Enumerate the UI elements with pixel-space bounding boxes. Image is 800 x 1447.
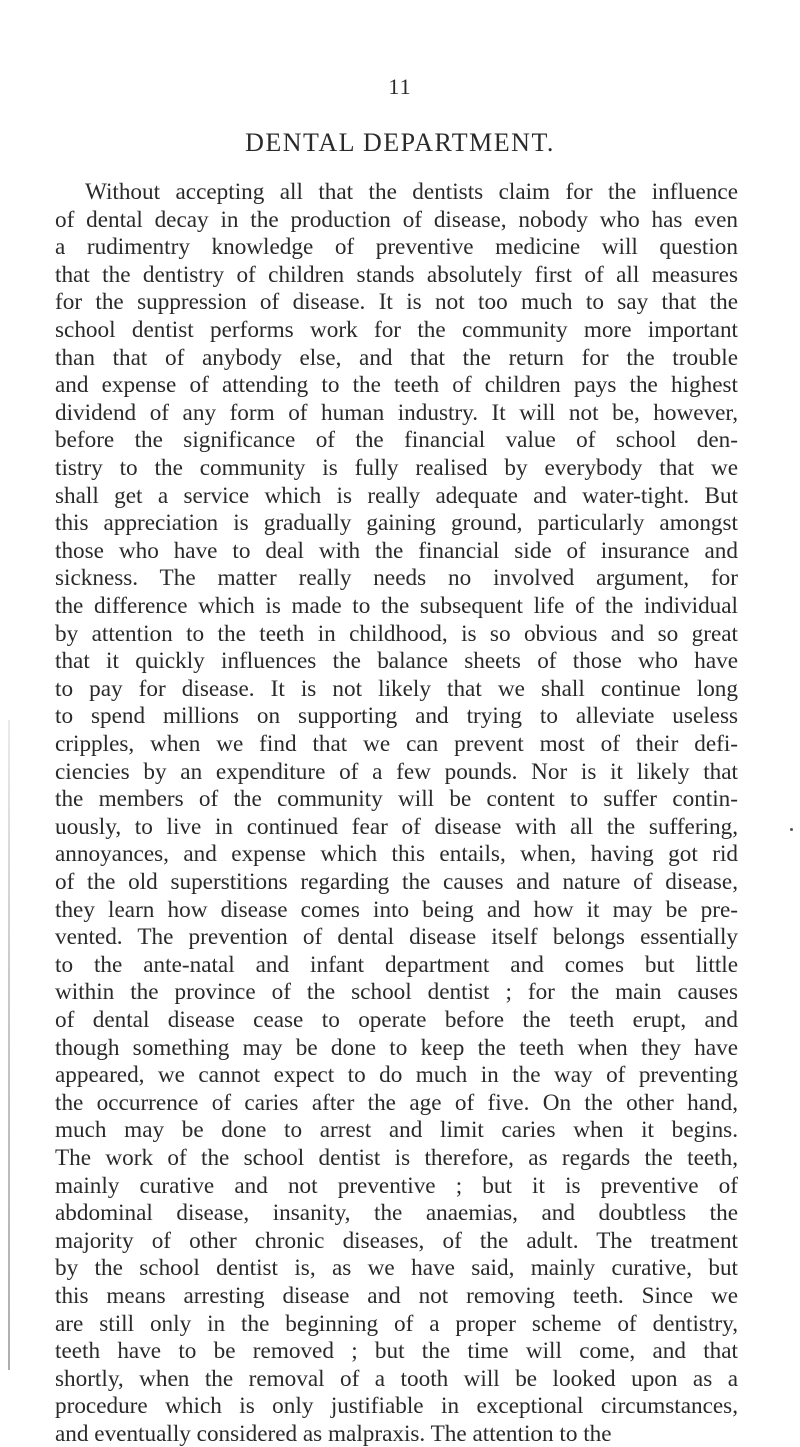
text-line: the occurrence of caries after the age of five. On the other hand, — [55, 1089, 738, 1116]
text-line: the members of the community will be content to suffer contin- — [55, 786, 738, 813]
text-line: much may be done to arrest and limit caries when it begins. — [55, 1117, 738, 1144]
text-line: than that of anybody else, and that the return for the trouble — [55, 344, 738, 371]
text-line: shortly, when the removal of a tooth will be looked upon as a — [55, 1365, 738, 1392]
text-line: uously, to live in continued fear of disease with all the suffering, — [55, 813, 738, 840]
text-line: a rudimentry knowledge of preventive medicine will question — [55, 234, 738, 261]
text-line: teeth have to be removed ; but the time will come, and that — [55, 1338, 738, 1365]
text-line: school dentist performs work for the community more important — [55, 317, 738, 343]
text-line: dividend of any form of human industry. It will not be, however, — [55, 399, 738, 426]
text-line: before the significance of the financial value of school den- — [55, 427, 738, 454]
text-line: for the suppression of disease. It is not too much to say that the — [55, 289, 738, 316]
text-line: this means arresting disease and not removing teeth. Since we — [55, 1283, 738, 1309]
text-line: they learn how disease comes into being and how it may be pre- — [55, 896, 738, 923]
text-line: appeared, we cannot expect to do much in the way of preventing — [55, 1062, 738, 1089]
text-line: by the school dentist is, as we have said, mainly curative, but — [55, 1255, 738, 1282]
scan-edge-shadow — [8, 720, 10, 1370]
text-line: are still only in the beginning of a proper scheme of dentistry, — [55, 1310, 738, 1337]
text-line: shall get a service which is really adequate and water-tight. But — [55, 482, 738, 509]
text-line: ciencies by an expenditure of a few pounds. Nor is it likely that — [55, 758, 738, 785]
text-line: of dental disease cease to operate before the teeth erupt, and — [55, 1007, 738, 1033]
text-line: this appreciation is gradually gaining ground, particularly amongst — [55, 510, 738, 537]
text-line: vented. The prevention of dental disease itself belongs essentially — [55, 924, 738, 951]
page-heading: DENTAL DEPARTMENT. — [245, 128, 555, 157]
text-line: those who have to deal with the financial side of insurance and — [55, 537, 738, 564]
text-line: The work of the school dentist is therefore, as regards the teeth, — [55, 1145, 738, 1171]
page-number: 11 — [388, 74, 412, 99]
text-line: to spend millions on supporting and trying to alleviate useless — [55, 703, 738, 730]
text-line: cripples, when we find that we can prevent most of their defi- — [55, 731, 738, 757]
text-line: that the dentistry of children stands absolutely first of all measures — [55, 261, 738, 288]
text-line: to pay for disease. It is not likely that we shall continue long — [55, 675, 738, 702]
text-line: of the old superstitions regarding the causes and nature of disease, — [55, 869, 738, 895]
text-line: and expense of attending to the teeth of children pays the highest — [55, 372, 738, 399]
text-line: mainly curative and not preventive ; but it is preventive of — [55, 1172, 738, 1199]
text-line: sickness. The matter really needs no involved argument, for — [55, 565, 738, 592]
text-line: majority of other chronic diseases, of the adult. The treatment — [55, 1227, 738, 1254]
text-line: the difference which is made to the subsequent life of the individual — [55, 593, 738, 619]
text-line: and eventually considered as malpraxis. The attention to the — [55, 1421, 612, 1447]
scan-speck — [790, 828, 793, 831]
text-line: to the ante-natal and infant department and comes but little — [55, 951, 738, 978]
text-line: within the province of the school dentist ; for the main causes — [55, 979, 738, 1006]
text-line: that it quickly influences the balance sheets of those who have — [55, 648, 738, 675]
text-line: abdominal disease, insanity, the anaemias, and doubtless the — [55, 1200, 738, 1227]
text-line: by attention to the teeth in childhood, is so obvious and so great — [55, 620, 738, 647]
text-line: annoyances, and expense which this entails, when, having got rid — [55, 841, 738, 868]
text-line: procedure which is only justifiable in exceptional circumstances, — [55, 1393, 738, 1420]
text-line: though something may be done to keep the teeth when they have — [55, 1034, 738, 1061]
text-line: Without accepting all that the dentists claim for the influence — [85, 179, 738, 205]
text-line: tistry to the community is fully realised by everybody that we — [55, 455, 738, 481]
text-line: of dental decay in the production of disease, nobody who has even — [55, 206, 738, 233]
